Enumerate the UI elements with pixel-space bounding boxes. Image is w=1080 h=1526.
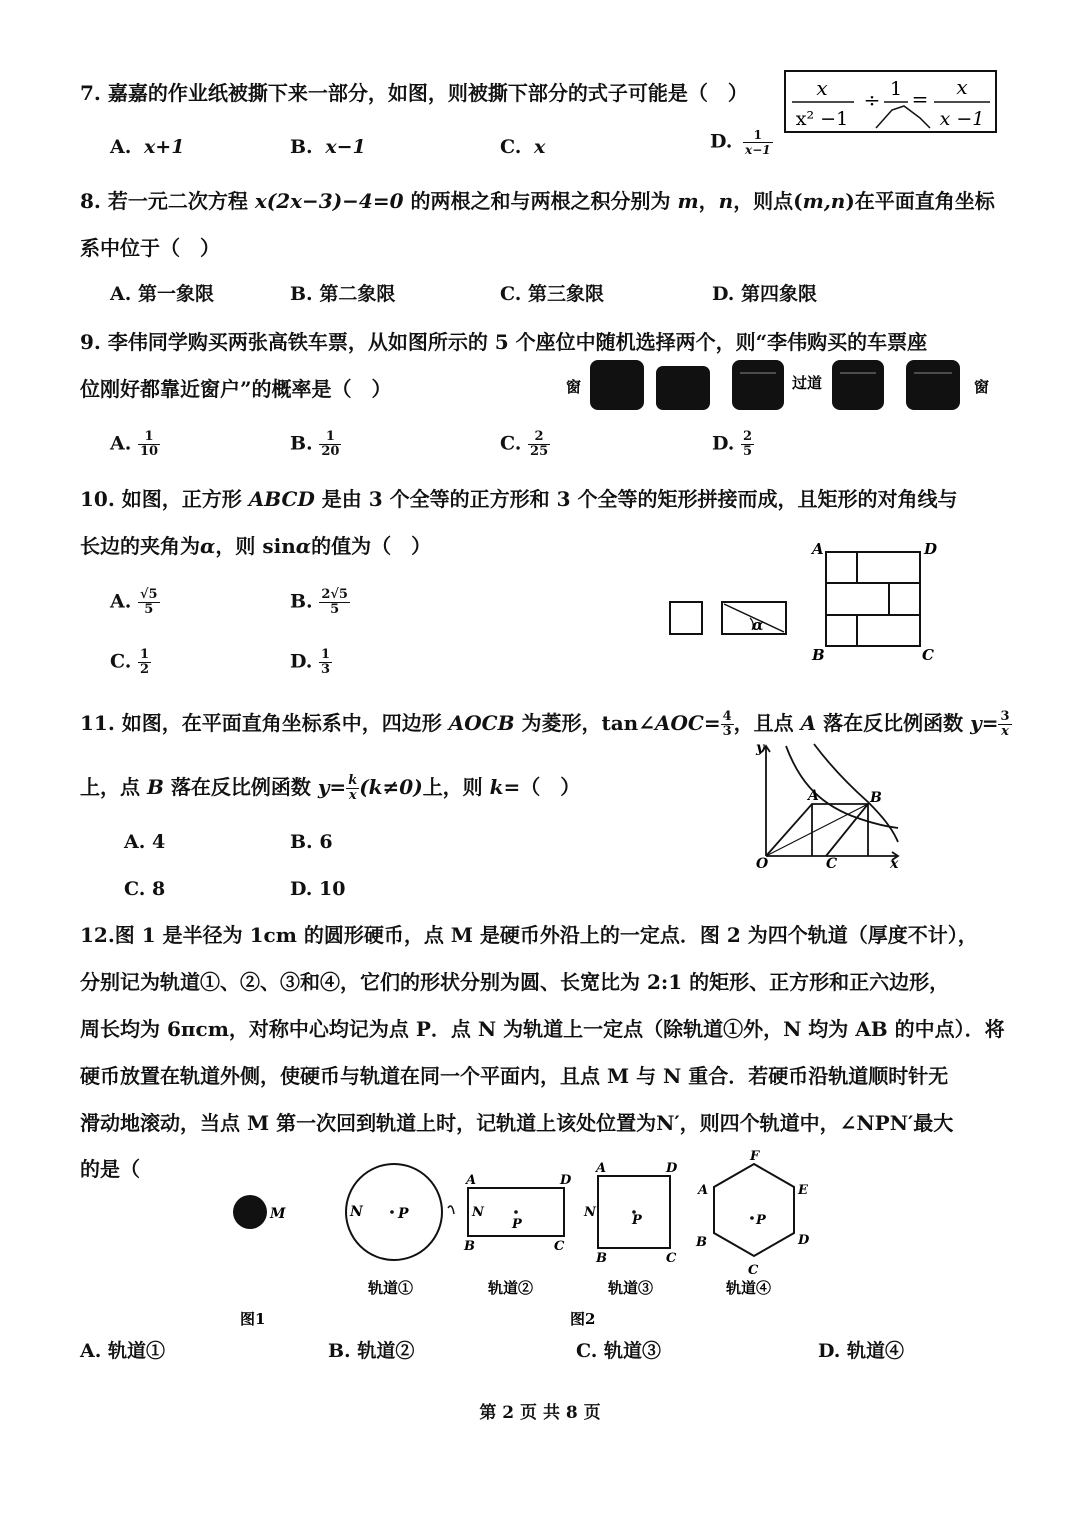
q11-label-b: B	[870, 790, 882, 806]
q12-option-b[interactable]	[328, 1338, 414, 1364]
q9-seat-3	[732, 360, 784, 410]
q10-abcd: ABCD	[248, 487, 315, 511]
q12-track4-a: A	[698, 1183, 709, 1198]
q10-label-a: A	[812, 540, 824, 558]
q10-text-2: 是由 3 个全等的正方形和 3 个全等的矩形拼接而成，且矩形的对角线与	[314, 487, 958, 511]
q11-option-d-value: 10	[319, 878, 346, 900]
q11-option-d-label: D.	[290, 878, 313, 900]
q12-track4-p: P	[756, 1213, 766, 1228]
q9-option-a-fraction	[138, 430, 160, 459]
q11-label-x: x	[890, 856, 899, 870]
q9-option-b-fraction	[319, 430, 341, 459]
q7-option-d-label: D.	[710, 130, 733, 153]
q9-option-b-den: 20	[321, 444, 340, 459]
q7-option-b[interactable]	[290, 134, 366, 160]
q11-text-3: ，且点	[733, 711, 801, 735]
q8-option-a[interactable]	[110, 281, 214, 307]
q8-option-d-value: 第四象限	[741, 283, 818, 305]
q12-fig1-caption: 图1	[240, 1310, 266, 1328]
q12-track1-caption: 轨道①	[368, 1279, 414, 1297]
q12-track1-n: N	[350, 1204, 363, 1220]
q12-track2-a: A	[466, 1173, 477, 1188]
q8-option-b-label: B.	[290, 283, 313, 305]
q8-option-c-label: C.	[500, 283, 522, 305]
q11-y1: y=	[970, 711, 999, 735]
q10-option-c-label: C.	[110, 650, 132, 673]
q8-text-2: 的两根之和与两根之积分别为	[403, 189, 678, 213]
q8-stem-line1	[80, 188, 995, 214]
q7-rhs-num: x	[956, 75, 968, 99]
q10-option-a[interactable]	[110, 588, 160, 617]
q11-text-2: 为菱形，tan∠	[514, 711, 655, 735]
q8-option-d[interactable]	[712, 281, 817, 307]
q10-option-a-den: 5	[144, 602, 154, 617]
q9-option-b[interactable]	[290, 430, 341, 459]
q12-stem-line3: 周长均为 6πcm，对称中心均记为点 P．点 N 为轨道上一定点（除轨道①外，N 均为 AB 的中点）．将	[80, 1017, 1005, 1041]
q11-stem-line1	[80, 710, 1012, 739]
q10-option-b-fraction	[319, 588, 350, 617]
q7-option-b-value: x−1	[325, 136, 366, 158]
q11-option-a-label: A.	[124, 831, 146, 853]
q12-option-a-value: 轨道①	[107, 1340, 165, 1362]
q10-option-d-label: D.	[290, 650, 313, 673]
q9-option-a[interactable]	[110, 430, 160, 459]
q12-option-d[interactable]	[818, 1338, 904, 1364]
q9-option-d-fraction	[741, 430, 754, 459]
q11-option-a-value: 4	[151, 831, 166, 853]
q9-seat-5	[906, 360, 960, 410]
q11-label-o: O	[756, 856, 769, 870]
q9-stem-line2: 位刚好都靠近窗户”的概率是（ ）	[80, 377, 392, 401]
q12-track3-d: D	[666, 1161, 678, 1176]
q8-comma: ，	[698, 189, 719, 213]
q11-text-1: 11. 如图，在平面直角坐标系中，四边形	[80, 711, 449, 735]
q8-option-a-value: 第一象限	[137, 283, 214, 305]
q9-seats	[590, 360, 960, 410]
q7-option-a[interactable]	[110, 134, 184, 160]
q12-option-a-label: A.	[80, 1340, 102, 1362]
q12-stem-line4: 硬币放置在轨道外侧，使硬币与轨道在同一个平面内，且点 M 与 N 重合．若硬币沿轨道顺时针无	[80, 1064, 949, 1088]
q10-option-b-num: 2√5	[321, 587, 348, 602]
q11-label-y: y	[756, 740, 765, 756]
q8-m: m	[677, 189, 699, 213]
q11-condition: (k≠0)	[359, 775, 423, 799]
q7-option-c-label: C.	[500, 136, 522, 158]
q11-text-5: 上，点	[80, 775, 147, 799]
q10-small-square	[670, 602, 702, 634]
q12-track3-c: C	[666, 1251, 677, 1266]
q9-option-c-num: 2	[528, 430, 550, 445]
q10-option-c-den: 2	[140, 662, 150, 677]
q12-track3-b: B	[596, 1251, 607, 1266]
q12-track4-e: E	[798, 1183, 808, 1198]
q10-stem-line1	[80, 486, 957, 512]
q10-alpha-2: α	[295, 534, 312, 558]
q11-f1-fraction	[998, 710, 1011, 739]
q12-option-d-label: D.	[818, 1340, 841, 1362]
q8-n: n	[718, 189, 734, 213]
q9-seat-2	[656, 366, 710, 410]
q11-f1-den: x	[1001, 724, 1009, 739]
q11-label-a: A	[808, 788, 819, 804]
q11-option-b-value: 6	[319, 831, 333, 853]
q12-track4-f: F	[750, 1150, 760, 1164]
q8-text-4: )在平面直角坐标	[845, 189, 995, 213]
q10-option-c-num: 1	[140, 647, 150, 662]
q11-option-b-label: B.	[290, 831, 313, 853]
q12-track2-d: D	[560, 1173, 572, 1188]
q9-option-a-num: 1	[138, 430, 160, 445]
q12-track2-c: C	[554, 1239, 565, 1254]
q11-option-c-value: 8	[152, 878, 166, 900]
q12-coin	[233, 1195, 267, 1229]
q11-f2-fraction	[346, 774, 359, 803]
q11-stem-line2	[80, 774, 580, 803]
q12-stem-line5: 滑动地滚动，当点 M 第一次回到轨道上时，记轨道上该处位置为N′，则四个轨道中，∠NPN′最大	[80, 1111, 954, 1135]
q10-square-abcd	[826, 552, 920, 646]
q11-f2-den: x	[348, 788, 357, 803]
q7-equals: =	[911, 87, 929, 111]
q9-option-b-num: 1	[319, 430, 341, 445]
q10-option-d[interactable]	[290, 648, 332, 677]
q10-stem-line2	[80, 533, 431, 559]
q12-track4-c: C	[748, 1263, 759, 1278]
q9-aisle-label: 过道	[792, 374, 823, 392]
q12-option-d-value: 轨道④	[847, 1340, 905, 1362]
q12-option-a[interactable]	[80, 1338, 165, 1364]
q9-option-d-den: 5	[743, 444, 753, 459]
q10-option-b-den: 5	[330, 602, 340, 617]
q8-option-d-label: D.	[712, 283, 735, 305]
q9-option-c[interactable]	[500, 430, 550, 459]
q10-figure	[660, 536, 950, 666]
q11-y2: y=	[317, 775, 347, 799]
q10-option-b[interactable]	[290, 588, 350, 617]
q8-point: m,n	[802, 189, 846, 213]
q7-option-a-label: A.	[110, 136, 132, 158]
q11-option-b[interactable]	[290, 829, 333, 855]
q8-equation: x(2x−3)−4=0	[254, 189, 404, 213]
q7-divide: ÷	[863, 88, 881, 112]
q9-option-d-num: 2	[743, 429, 753, 444]
q11-b: B	[146, 775, 164, 799]
q11-option-c-label: C.	[124, 878, 146, 900]
q12-track4-hexagon	[714, 1164, 794, 1256]
q11-aocb: AOCB	[448, 711, 515, 735]
q11-text-4: 落在反比例函数	[816, 711, 971, 735]
q8-stem-line2: 系中位于（ ）	[80, 236, 220, 260]
q11-tan-den: 3	[722, 724, 732, 739]
q9-seat-1	[590, 360, 644, 410]
q11-a: A	[800, 711, 817, 735]
q9-option-c-fraction	[528, 430, 550, 459]
q10-option-d-den: 3	[321, 662, 331, 677]
q10-option-a-label: A.	[110, 590, 132, 613]
q10-option-c-fraction	[138, 648, 151, 677]
q9-option-c-den: 25	[530, 444, 549, 459]
q12-track4-caption: 轨道④	[726, 1279, 772, 1297]
q11-text-8: =（ ）	[503, 775, 581, 799]
q11-aoc: AOC	[654, 711, 704, 735]
q12-track3-a: A	[596, 1161, 607, 1176]
q10-label-d: D	[924, 540, 938, 558]
q12-track2-b: B	[464, 1239, 475, 1254]
q7-option-d-fraction	[743, 128, 773, 157]
q11-text-7: 上，则	[422, 775, 490, 799]
q9-option-d-label: D.	[712, 432, 735, 455]
q7-option-b-label: B.	[290, 136, 313, 158]
q12-fig2-caption: 图2	[570, 1310, 596, 1328]
q11-f1-num: 3	[1000, 709, 1010, 724]
q12-option-c-label: C.	[576, 1340, 598, 1362]
q7-option-c-value: x	[534, 136, 546, 158]
q10-text-4: ，则 sin	[215, 534, 296, 558]
q7-option-d-den: x−1	[745, 143, 771, 157]
q7-rhs-den: x −1	[939, 108, 985, 130]
q8-option-c[interactable]	[500, 281, 604, 307]
q9-option-c-label: C.	[500, 432, 522, 455]
q12-track4-d: D	[798, 1233, 810, 1248]
q7-option-d[interactable]	[710, 128, 773, 157]
q10-option-d-num: 1	[321, 647, 331, 662]
q11-option-a[interactable]	[124, 829, 165, 855]
q10-text-5: 的值为（ ）	[311, 534, 432, 558]
q12-option-b-value: 轨道②	[357, 1340, 415, 1362]
q11-option-c[interactable]	[124, 876, 165, 902]
q8-option-c-value: 第三象限	[528, 283, 605, 305]
q12-option-b-label: B.	[328, 1340, 351, 1362]
q10-label-c: C	[922, 646, 934, 664]
q7-lhs-den: x² −1	[795, 108, 849, 130]
q11-figure	[752, 738, 912, 870]
q11-curve-2	[814, 744, 898, 842]
q12-stem-line1: 12.图 1 是半径为 1cm 的圆形硬币，点 M 是硬币外沿上的一定点．图 2 为四个轨道（厚度不计），	[80, 923, 978, 947]
q10-text-1: 10. 如图，正方形	[80, 487, 249, 511]
q12-track3-p: P	[632, 1213, 642, 1228]
q11-tan-num: 4	[722, 709, 732, 724]
q11-option-d[interactable]	[290, 876, 346, 902]
q10-alpha-1: α	[200, 534, 216, 558]
q12-stem-line2: 分别记为轨道①、②、③和④，它们的形状分别为圆、长宽比为 2:1 的矩形、正方形和正六边形，	[80, 970, 950, 994]
q10-option-d-fraction	[319, 648, 332, 677]
q7-option-c[interactable]	[500, 134, 545, 160]
q12-figure	[222, 1150, 822, 1330]
q9-option-b-label: B.	[290, 432, 313, 455]
q12-option-c[interactable]	[576, 1338, 661, 1364]
q9-option-a-label: A.	[110, 432, 132, 455]
q8-option-b[interactable]	[290, 281, 395, 307]
q8-option-a-label: A.	[110, 283, 132, 305]
q11-text-6: 落在反比例函数	[163, 775, 318, 799]
q12-stem-line6: 的是（	[80, 1157, 140, 1181]
q9-window-right: 窗	[974, 378, 990, 396]
q7-option-d-num: 1	[743, 128, 773, 143]
q9-stem-line1: 9. 李伟同学购买两张高铁车票，从如图所示的 5 个座位中随机选择两个，则“李伟购买的车票座	[80, 330, 928, 354]
q10-option-a-num: √5	[139, 587, 158, 602]
q8-text-1: 8. 若一元二次方程	[80, 189, 255, 213]
q9-option-d[interactable]	[712, 430, 754, 459]
q12-track2-n: N	[472, 1205, 484, 1220]
q9-option-a-den: 10	[139, 444, 159, 459]
q10-text-3: 长边的夹角为	[80, 534, 200, 558]
q12-track4-b: B	[696, 1235, 707, 1250]
q11-label-c: C	[826, 856, 838, 870]
q7-torn-paper-figure	[784, 70, 998, 134]
q7-stem: 7. 嘉嘉的作业纸被撕下来一部分，如图，则被撕下部分的式子可能是（ ）	[80, 81, 748, 105]
q7-option-a-value: x+1	[143, 136, 185, 158]
q12-option-c-value: 轨道③	[604, 1340, 662, 1362]
q10-option-a-fraction	[138, 588, 160, 617]
q9-window-left: 窗	[566, 378, 582, 396]
q11-eq: =	[703, 711, 721, 735]
q10-option-c[interactable]	[110, 648, 151, 677]
q12-track3-caption: 轨道③	[608, 1279, 654, 1297]
q10-label-b: B	[812, 646, 825, 664]
q12-coin-m: M	[270, 1206, 286, 1222]
q7-lhs-num: x	[816, 76, 828, 100]
q7-mid-num: 1	[889, 78, 903, 100]
q12-track3-n: N	[584, 1205, 596, 1220]
q8-text-3: ，则点(	[733, 189, 803, 213]
page-footer: 第 2 页 共 8 页	[479, 1403, 601, 1423]
q11-k: k	[489, 775, 504, 799]
q8-option-b-value: 第二象限	[319, 283, 396, 305]
q12-track1-p: P	[398, 1206, 409, 1222]
q9-seats-figure	[560, 352, 1000, 414]
q11-tan-fraction	[721, 710, 734, 739]
q11-f2-num: k	[348, 773, 358, 788]
q10-option-b-label: B.	[290, 590, 313, 613]
q12-track2-p: P	[512, 1217, 522, 1232]
q9-seat-4	[832, 360, 884, 410]
q10-alpha-label: α	[752, 616, 764, 634]
q12-track2-caption: 轨道②	[488, 1279, 534, 1297]
